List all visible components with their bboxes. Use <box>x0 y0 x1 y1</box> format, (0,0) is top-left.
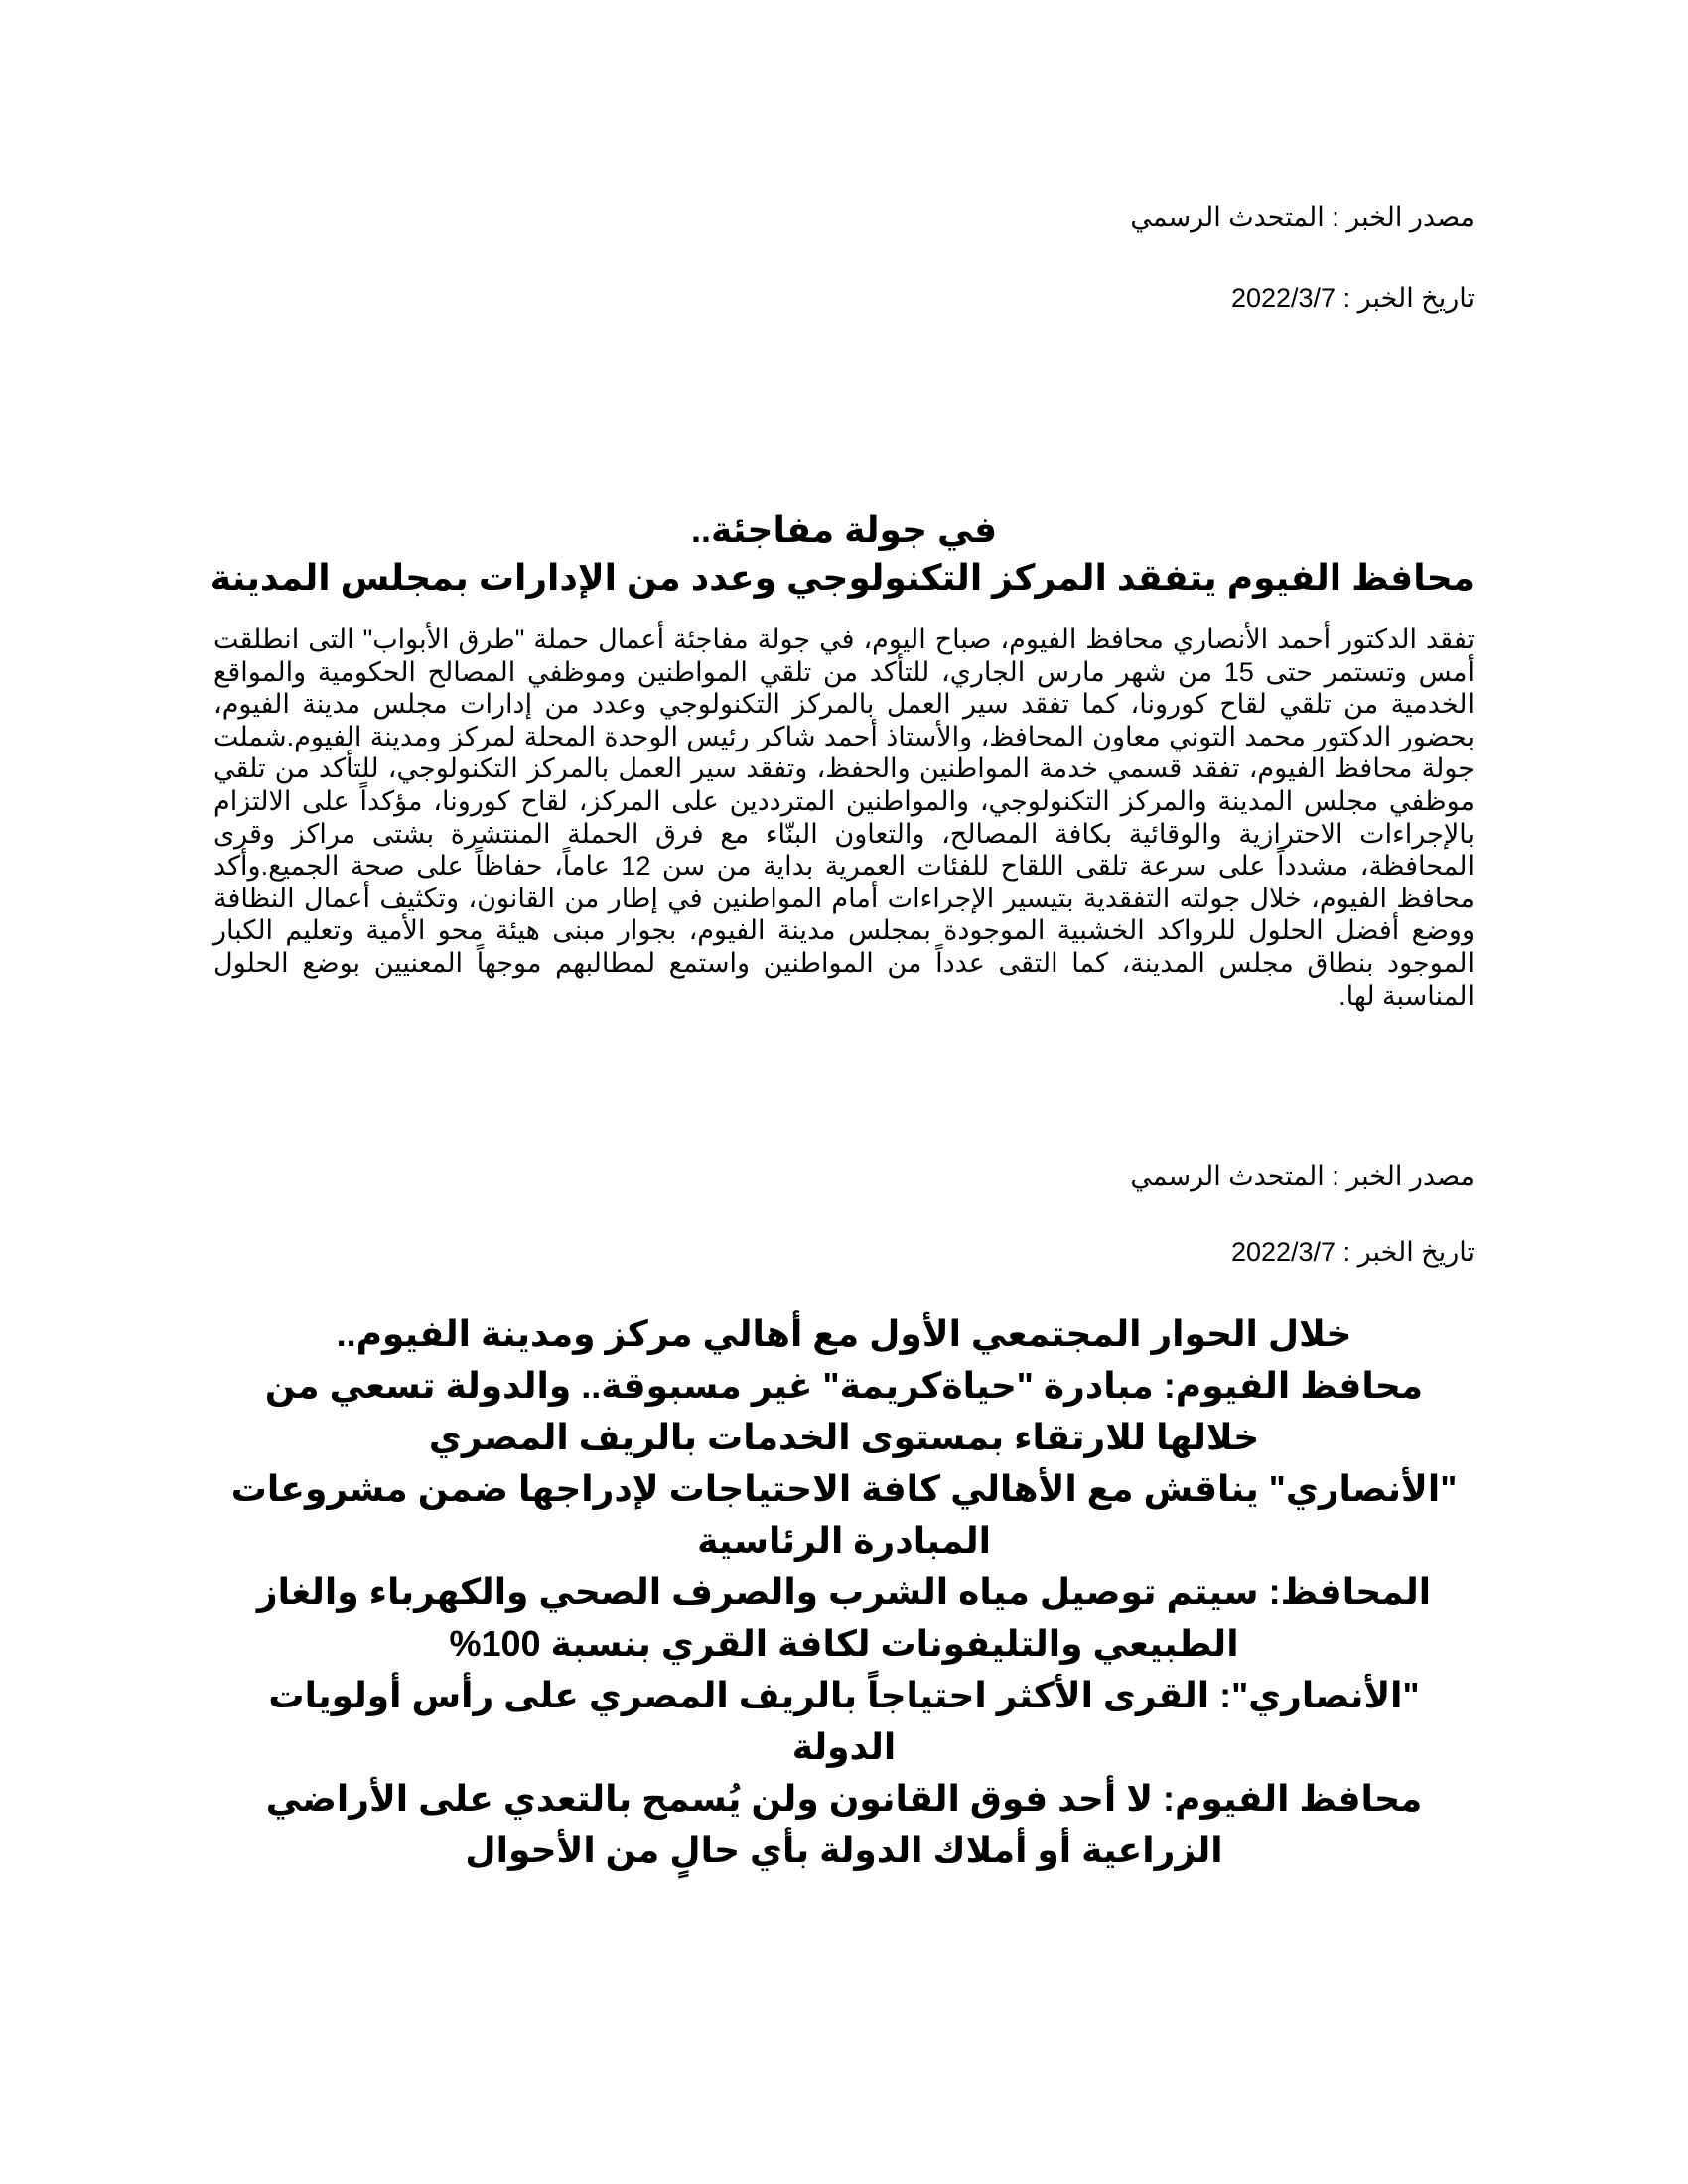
news-date-line: تاريخ الخبر : 2022/3/7 <box>1230 1237 1475 1267</box>
article-1-headline: محافظ الفيوم يتفقد المركز التكنولوجي وعدد من الإدارات بمجلس المدينة <box>210 557 1475 598</box>
article-2-headline: "الأنصاري": القرى الأكثر احتياجاً بالريف المصري على رأس أولويات الدولة <box>268 1675 1420 1767</box>
article-2-kicker: خلال الحوار المجتمعي الأول مع أهالي مركز ومدينة الفيوم.. <box>336 1313 1352 1354</box>
article-1-body: تفقد الدكتور أحمد الأنصاري محافظ الفيوم، صباح اليوم، في جولة مفاجئة أعمال حملة "طرق الأبواب" التى انطلقت أمس وتستمر حتى 15 من شهر مارس الجاري، للتأكد من تلقي المواطنين وموظفي المصالح الحكومية والمواقع الخدمية من تلقي لقاح كورونا، كما تفقد سير العمل بالمركز التكنولوجي وعدد من إدارات مجلس مدينة الفيوم، بحضور الدكتور محمد التوني معاون المحافظ، والأستاذ أحمد شاكر رئيس الوحدة المحلة لمركز ومدينة الفيوم.شملت جولة محافظ الفيوم، تفقد قسمي خدمة المواطنين والحفظ، وتفقد سير العمل بالمركز التكنولوجي، للتأكد من تلقي موظفي مجلس المدينة والمركز التكنولوجي، والمواطنين المترددين على المركز، لقاح كورونا، مؤكداً على الالتزام بالإجراءات الاحترازية والوقائية بكافة المصالح، والتعاون البنّاء مع فرق الحملة المنتشرة بشتى مراكز وقرى المحافظة، مشدداً على سرعة تلقى اللقاح للفئات العمرية بداية من سن 12 عاماً، حفاظاً على صحة الجميع.وأكد محافظ الفيوم، خلال جولته التفقدية بتيسير الإجراءات أمام المواطنين في إطار من القانون، وتكثيف أعمال النظافة ووضع أفضل الحلول للرواكد الخشبية الموجودة بمجلس مدينة الفيوم، بجوار مبنى هيئة محو الأمية وتعليم الكبار الموجود بنطاق مجلس المدينة، كما التقى عدداً من المواطنين واستمع لمطالبهم موجهاً المعنيين بوضع الحلول المناسبة لها. <box>213 624 1475 1011</box>
article-1-headlines <box>210 506 1475 602</box>
news-source-line: مصدر الخبر : المتحدث الرسمي <box>1130 1161 1475 1191</box>
article-2-headline: محافظ الفيوم: مبادرة "حياةكريمة" غير مسبوقة.. والدولة تسعي من خلالها للارتقاء بمستوى الخدمات بالريف المصري <box>264 1365 1424 1457</box>
article-2-headline: المحافظ: سيتم توصيل مياه الشرب والصرف الصحي والكهرباء والغاز الطبيعي والتليفونات لكافة القري بنسبة 100% <box>256 1571 1432 1664</box>
news-source-line: مصدر الخبر : المتحدث الرسمي <box>1130 203 1475 232</box>
news-date-line: تاريخ الخبر : 2022/3/7 <box>1230 283 1475 313</box>
article-2-headline: محافظ الفيوم: لا أحد فوق القانون ولن يُسمح بالتعدي على الأراضي الزراعية أو أملاك الدولة بأي حالٍ من الأحوال <box>265 1778 1423 1870</box>
article-1-kicker: في جولة مفاجئة.. <box>690 509 998 550</box>
article-2-headline: "الأنصاري" يناقش مع الأهالي كافة الاحتياجات لإدراجها ضمن مشروعات المبادرة الرئاسية <box>230 1468 1458 1561</box>
article-2-headlines <box>213 1308 1475 1876</box>
